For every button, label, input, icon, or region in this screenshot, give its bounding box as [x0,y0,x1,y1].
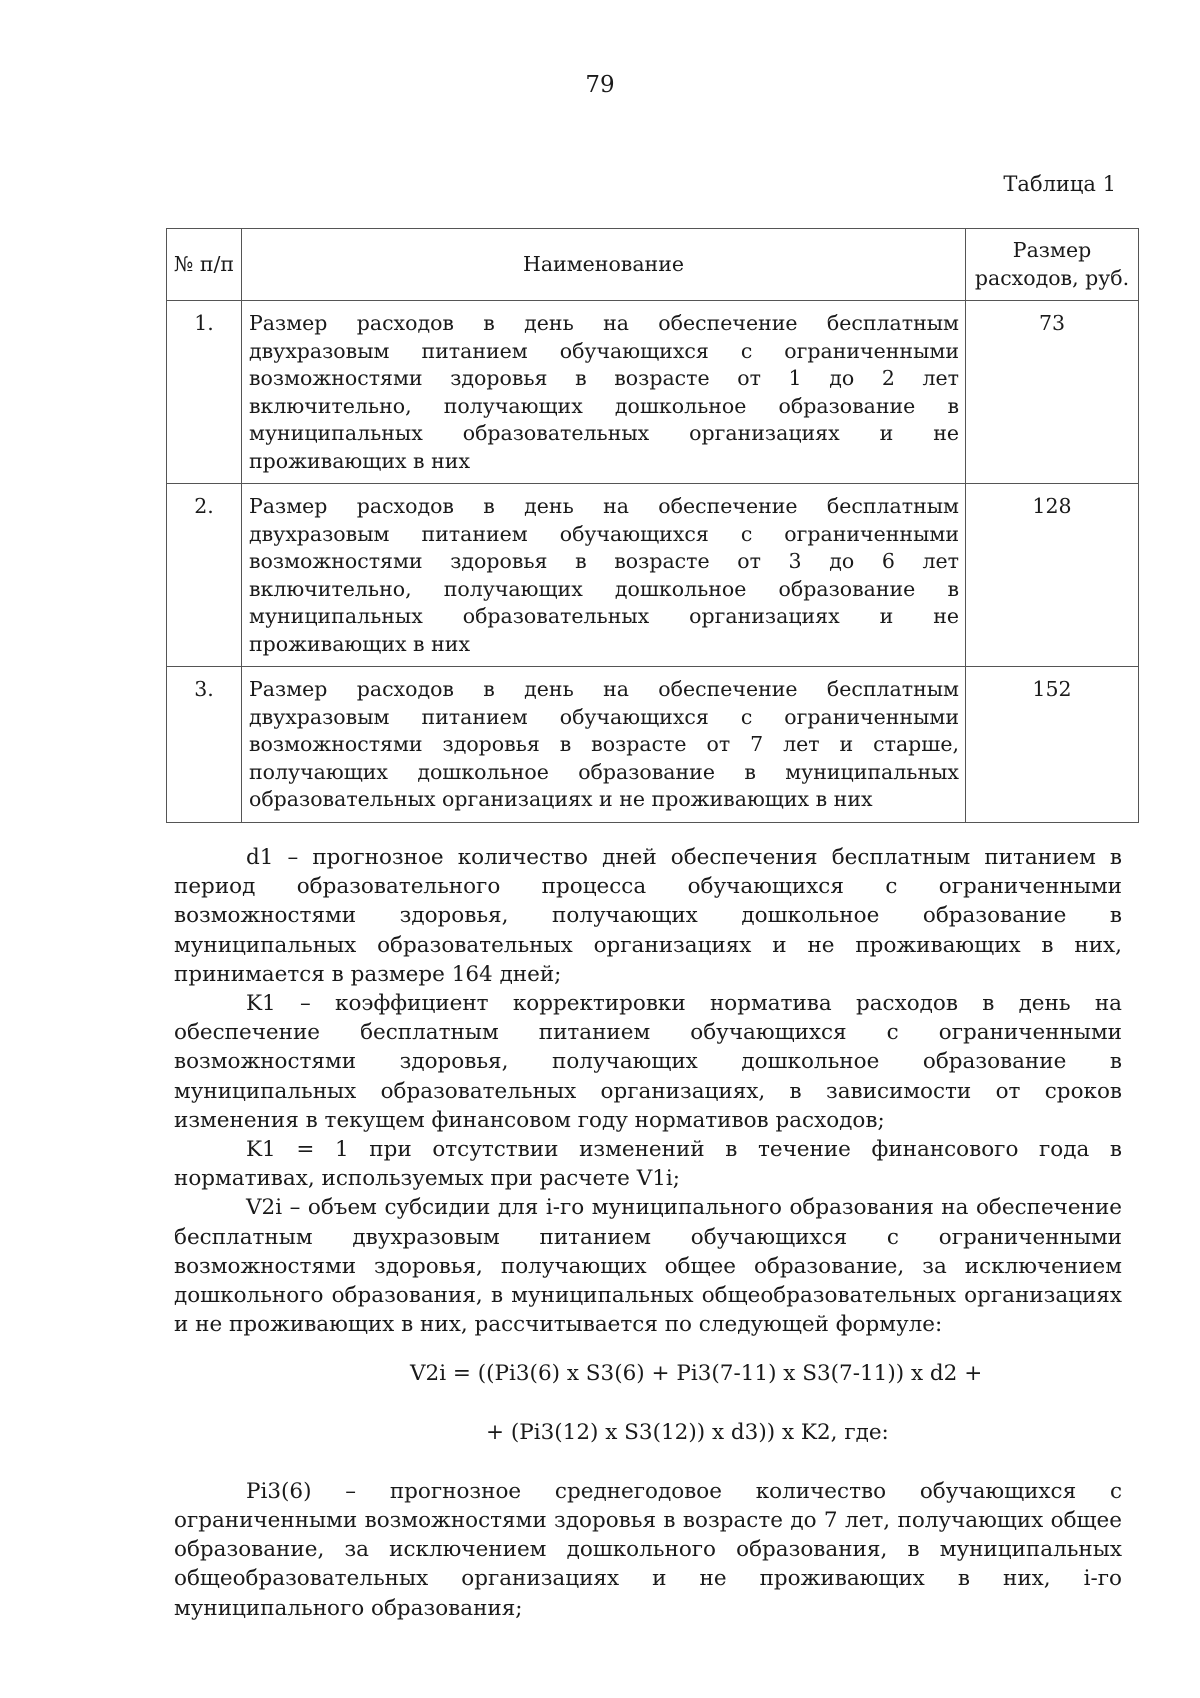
paragraph-k1-value: K1 = 1 при отсутствии изменений в течение финансового года в нормативах, используемых при расчете V1i; [174,1137,1122,1192]
page-number: 79 [585,72,615,98]
paragraph-d1: d1 – прогнозное количество дней обеспечения бесплатным питанием в период образовательного процесса обучающихся с ограниченными возможностями здоровья, получающих дошкольное образование в муниципальных образовательных организациях и не проживающих в них, принимается в размере 164 дней; [174,845,1122,987]
formula-line-1: V2i = ((Pi3(6) x S3(6) + Pi3(7-11) x S3(7-11)) x d2 + [410,1361,983,1387]
row-name: Размер расходов в день на обеспечение бесплатным двухразовым питанием обучающихся с ограниченными возможностями здоровья в возрасте от 7 лет и старше, получающих дошкольное образование в муниципальных образовательных организациях и не проживающих в них [242,667,966,823]
header-num-label: № п/п [173,251,235,276]
row-name: Размер расходов в день на обеспечение бесплатным двухразовым питанием обучающихся с ограниченными возможностями здоровья в возрасте от 3 до 6 лет включительно, получающих дошкольное образование в муниципальных образовательных организациях и не проживающих в них [242,484,966,667]
paragraph-v2i: V2i – объем субсидии для i-го муниципального образования на обеспечение бесплатным двухразовым питанием обучающихся с ограниченными возможностями здоровья, получающих общее образование, за исключением дошкольного образования, в муниципальных общеобразовательных организациях и не проживающих в них, рассчитывается по следующей формуле: [174,1195,1122,1338]
header-name-label: Наименование [522,251,685,276]
row-amount: 152 [966,667,1139,823]
table-row [167,667,1139,823]
row-name: Размер расходов в день на обеспечение бесплатным двухразовым питанием обучающихся с ограниченными возможностями здоровья в возрасте от 1 до 2 лет включительно, получающих дошкольное образование в муниципальных образовательных организациях и не проживающих в них [242,301,966,484]
row-num: 2. [167,484,242,667]
body-text [174,843,1122,1623]
header-num [167,229,242,301]
expense-table [166,228,1139,823]
header-name [242,229,966,301]
paragraph-pi3-6: Pi3(6) – прогнозное среднегодовое количество обучающихся с ограниченными возможностями здоровья в возрасте до 7 лет, получающих общее образование, за исключением дошкольного образования, в муниципальных общеобразовательных организациях и не проживающих в них, i-го муниципального образования; [174,1478,1122,1621]
row-num: 3. [167,667,242,823]
table-row [167,301,1139,484]
header-amount [966,229,1139,301]
formula-line-2: + (Pi3(12) x S3(12)) x d3)) x K2, где: [486,1419,889,1445]
paragraph-k1-definition: K1 – коэффициент корректировки норматива расходов в день на обеспечение бесплатным питанием обучающихся с ограниченными возможностями здоровья, получающих дошкольное образование в муниципальных образовательных организациях, в зависимости от сроков изменения в текущем финансовом году нормативов расходов; [174,991,1122,1133]
table-caption: Таблица 1 [1003,172,1116,196]
row-amount: 128 [966,484,1139,667]
table-header-row [167,229,1139,301]
table-row [167,484,1139,667]
header-amount-label: Размер расходов, руб. [974,238,1130,290]
row-amount: 73 [966,301,1139,484]
row-num: 1. [167,301,242,484]
